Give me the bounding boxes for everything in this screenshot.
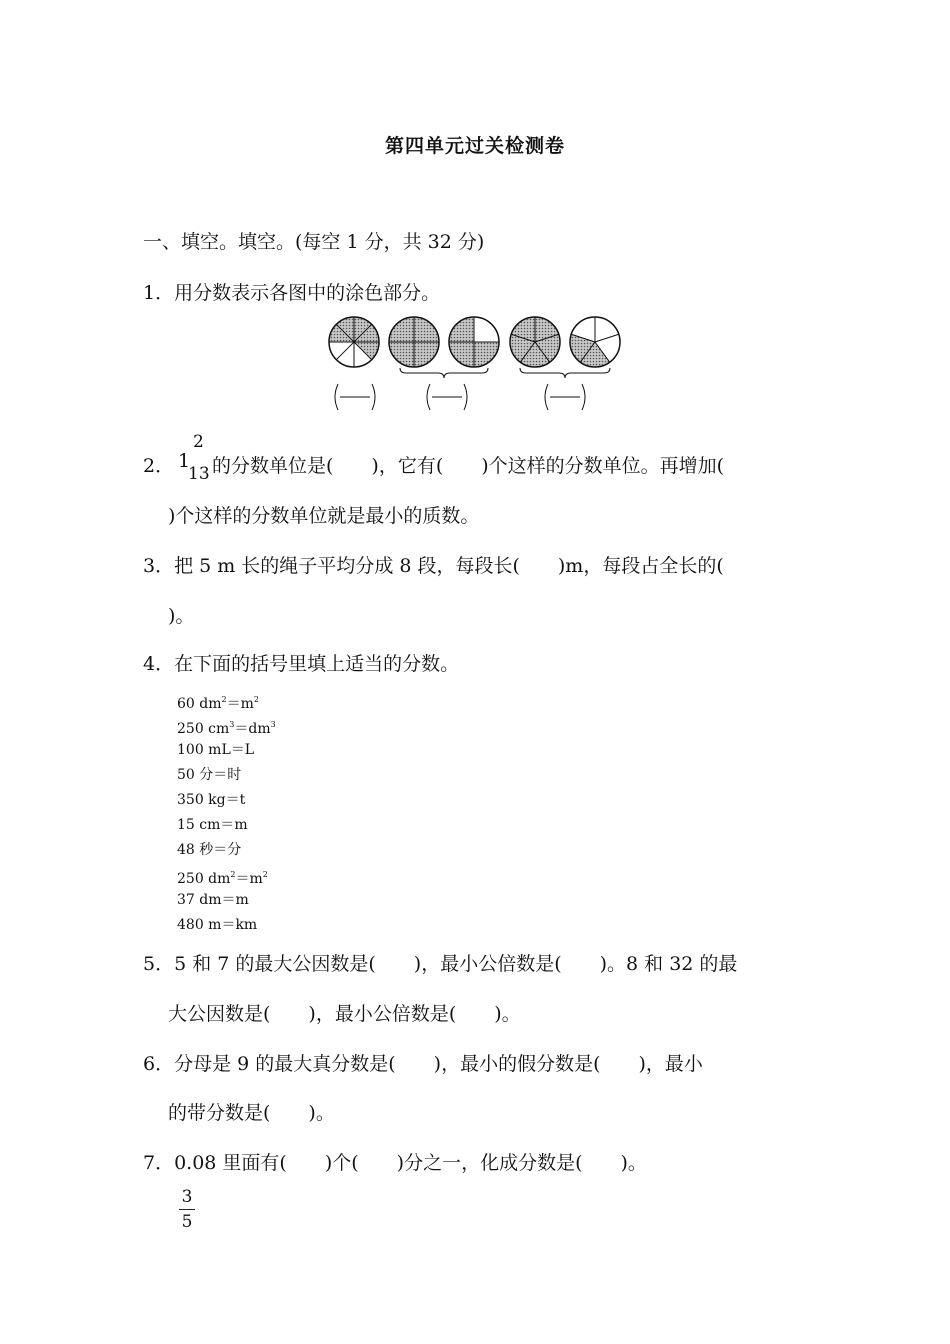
fraction-denominator: 5: [181, 1212, 193, 1232]
mixed-number: [176, 432, 212, 486]
conversion-item: 250 $cm^3=dm^3$: [177, 720, 276, 737]
page-title: 第四单元过关检测卷: [384, 135, 565, 157]
question-6-line-1: 6．分母是 9 的最大真分数是( )，最小的假分数是( )，最小: [143, 1053, 703, 1075]
question-2-line-2: )个这样的分数单位就是最小的质数。: [168, 505, 480, 527]
question-3-line-2: )。: [168, 605, 195, 627]
mixed-number-denominator: 13: [188, 464, 210, 484]
section-heading: 一、填空。填空。(每空 1 分，共 32 分): [143, 231, 485, 253]
circle-eighths: [329, 317, 379, 367]
circle-fifths-partial: [570, 317, 620, 367]
fraction-numerator: 3: [181, 1187, 193, 1207]
circle-quarters-full: [389, 317, 439, 367]
answer-blank-1: [335, 384, 375, 410]
question-1: 1．用分数表示各图中的涂色部分。: [143, 282, 441, 304]
circle-quarters-partial: [449, 317, 499, 367]
answer-blank-3: [545, 384, 585, 410]
brace-right: [520, 368, 610, 378]
conversion-item: 480 m＝km: [177, 917, 258, 933]
question-4-title: 4．在下面的括号里填上适当的分数。: [143, 653, 460, 675]
question-3-line-1: 3．把 5 m 长的绳子平均分成 8 段，每段长( )m，每段占全长的(: [143, 555, 724, 577]
circle-fifths-full: [510, 317, 560, 367]
question-6-line-2: 的带分数是( )。: [168, 1102, 335, 1124]
conversion-item: 350 kg＝t: [177, 792, 246, 808]
fraction-three-fifths: [178, 1187, 196, 1232]
conversion-item: 48 秒＝分: [177, 842, 242, 858]
conversion-item: 37 dm＝m: [177, 892, 249, 908]
question-2-line-1: 的分数单位是( )，它有( )个这样的分数单位。再增加(: [212, 455, 725, 477]
question-7-line-1: 7．0.08 里面有( )个( )分之一，化成分数是( )。: [143, 1152, 647, 1174]
answer-blank-2: [427, 384, 467, 410]
conversion-item: 60 $dm^2=m^2$: [177, 695, 259, 712]
conversion-item: 100 mL＝L: [177, 742, 255, 758]
question-2-number: 2．: [143, 455, 175, 477]
conversion-item: 15 cm＝m: [177, 817, 248, 833]
conversion-item: 250 $dm^2=m^2$: [177, 870, 268, 887]
question-5-line-1: 5．5 和 7 的最大公因数是( )，最小公倍数是( )。8 和 32 的最: [143, 953, 738, 975]
question-5-line-2: 大公因数是( )，最小公倍数是( )。: [168, 1003, 521, 1025]
brace-left: [400, 368, 488, 378]
mixed-number-numerator: 2: [193, 432, 204, 452]
mixed-number-whole: 1: [178, 450, 191, 472]
conversion-item: 50 分＝时: [177, 767, 242, 783]
fraction-circles-figure: [320, 310, 630, 420]
